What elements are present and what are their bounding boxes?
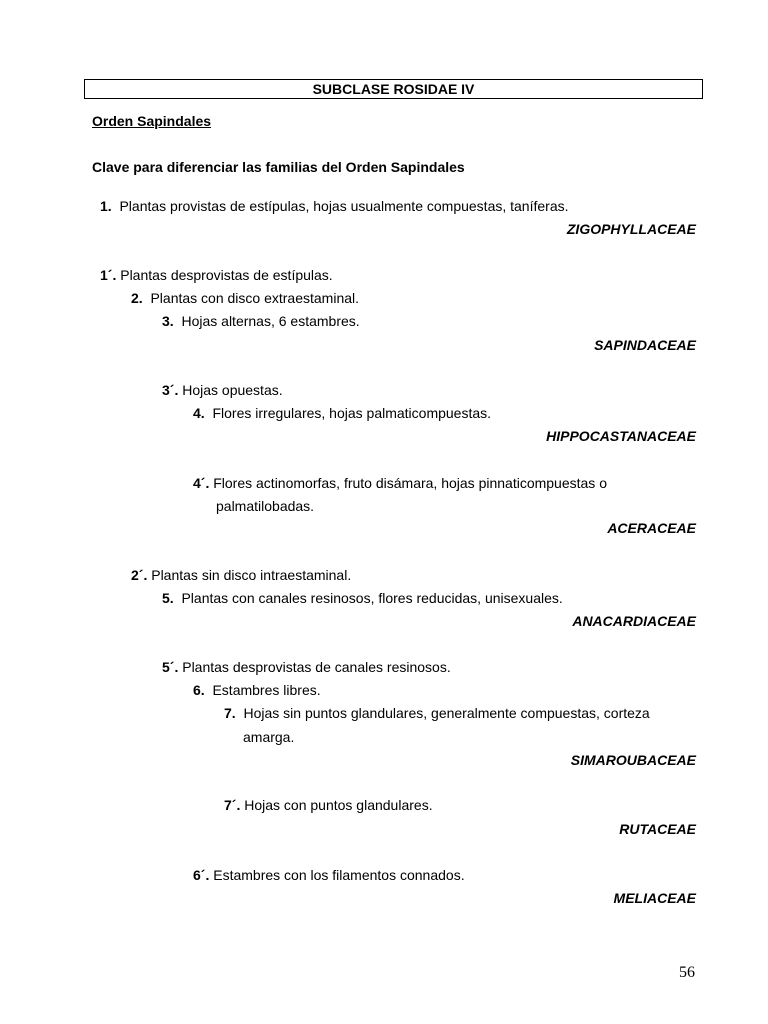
- key-couplet-7b: [224, 796, 433, 814]
- family-name: ACERACEAE: [607, 520, 696, 536]
- family-name: SIMAROUBACEAE: [570, 752, 696, 768]
- key-couplet-6: [193, 681, 321, 699]
- couplet-text: Hojas con puntos glandulares.: [244, 797, 433, 813]
- couplet-text-continued: amarga.: [243, 729, 295, 745]
- page-title: SUBCLASE ROSIDAE IV: [84, 79, 703, 99]
- key-couplet-7: [224, 704, 650, 722]
- couplet-number: 6´.: [193, 867, 210, 883]
- key-couplet-2b: [131, 566, 351, 584]
- key-couplet-3b: [162, 381, 283, 399]
- couplet-number: 5.: [162, 590, 174, 606]
- couplet-text: Plantas con disco extraestaminal.: [150, 290, 360, 306]
- couplet-number: 4.: [193, 405, 205, 421]
- key-couplet-2: [131, 289, 359, 307]
- couplet-number: 3´.: [162, 382, 179, 398]
- couplet-number: 7´.: [224, 797, 241, 813]
- couplet-number: 7.: [224, 705, 236, 721]
- key-couplet-4: [193, 404, 491, 422]
- family-name: SAPINDACEAE: [594, 337, 696, 353]
- order-heading: Orden Sapindales: [92, 113, 212, 129]
- couplet-text: Plantas sin disco intraestaminal.: [151, 567, 352, 583]
- couplet-number: 1´.: [100, 267, 117, 283]
- couplet-number: 4´.: [193, 475, 210, 491]
- couplet-text: Estambres libres.: [212, 682, 321, 698]
- couplet-text: Hojas alternas, 6 estambres.: [181, 313, 360, 329]
- couplet-number: 1.: [100, 198, 112, 214]
- key-couplet-5b: [162, 658, 451, 676]
- couplet-text: Plantas desprovistas de canales resinosos.: [182, 659, 451, 675]
- couplet-text: Plantas con canales resinosos, flores reducidas, unisexuales.: [181, 590, 563, 606]
- page-number: 56: [679, 964, 695, 981]
- couplet-number: 2´.: [131, 567, 148, 583]
- couplet-text: Hojas opuestas.: [182, 382, 283, 398]
- couplet-text: Flores actinomorfas, fruto disámara, hojas pinnaticompuestas o: [213, 475, 607, 491]
- couplet-number: 6.: [193, 682, 205, 698]
- family-name: MELIACEAE: [613, 890, 696, 906]
- couplet-text: Flores irregulares, hojas palmaticompuestas.: [212, 405, 492, 421]
- couplet-text: Plantas provistas de estípulas, hojas usualmente compuestas, taníferas.: [119, 198, 569, 214]
- couplet-text: Hojas sin puntos glandulares, generalmente compuestas, corteza: [243, 705, 650, 721]
- couplet-text: Estambres con los filamentos connados.: [213, 867, 465, 883]
- key-couplet-1: [100, 197, 569, 215]
- couplet-number: 2.: [131, 290, 143, 306]
- key-couplet-6b: [193, 866, 465, 884]
- family-name: HIPPOCASTANACEAE: [546, 428, 696, 444]
- couplet-number: 3.: [162, 313, 174, 329]
- key-couplet-5: [162, 589, 563, 607]
- key-couplet-4b: [193, 474, 607, 492]
- couplet-number: 5´.: [162, 659, 179, 675]
- key-couplet-3: [162, 312, 360, 330]
- key-couplet-1b: [100, 266, 333, 284]
- key-heading: Clave para diferenciar las familias del Orden Sapindales: [92, 159, 465, 175]
- family-name: RUTACEAE: [619, 821, 696, 837]
- couplet-text: Plantas desprovistas de estípulas.: [120, 267, 333, 283]
- family-name: ANACARDIACEAE: [572, 613, 696, 629]
- family-name: ZIGOPHYLLACEAE: [566, 221, 696, 237]
- couplet-text-continued: palmatilobadas.: [216, 498, 315, 514]
